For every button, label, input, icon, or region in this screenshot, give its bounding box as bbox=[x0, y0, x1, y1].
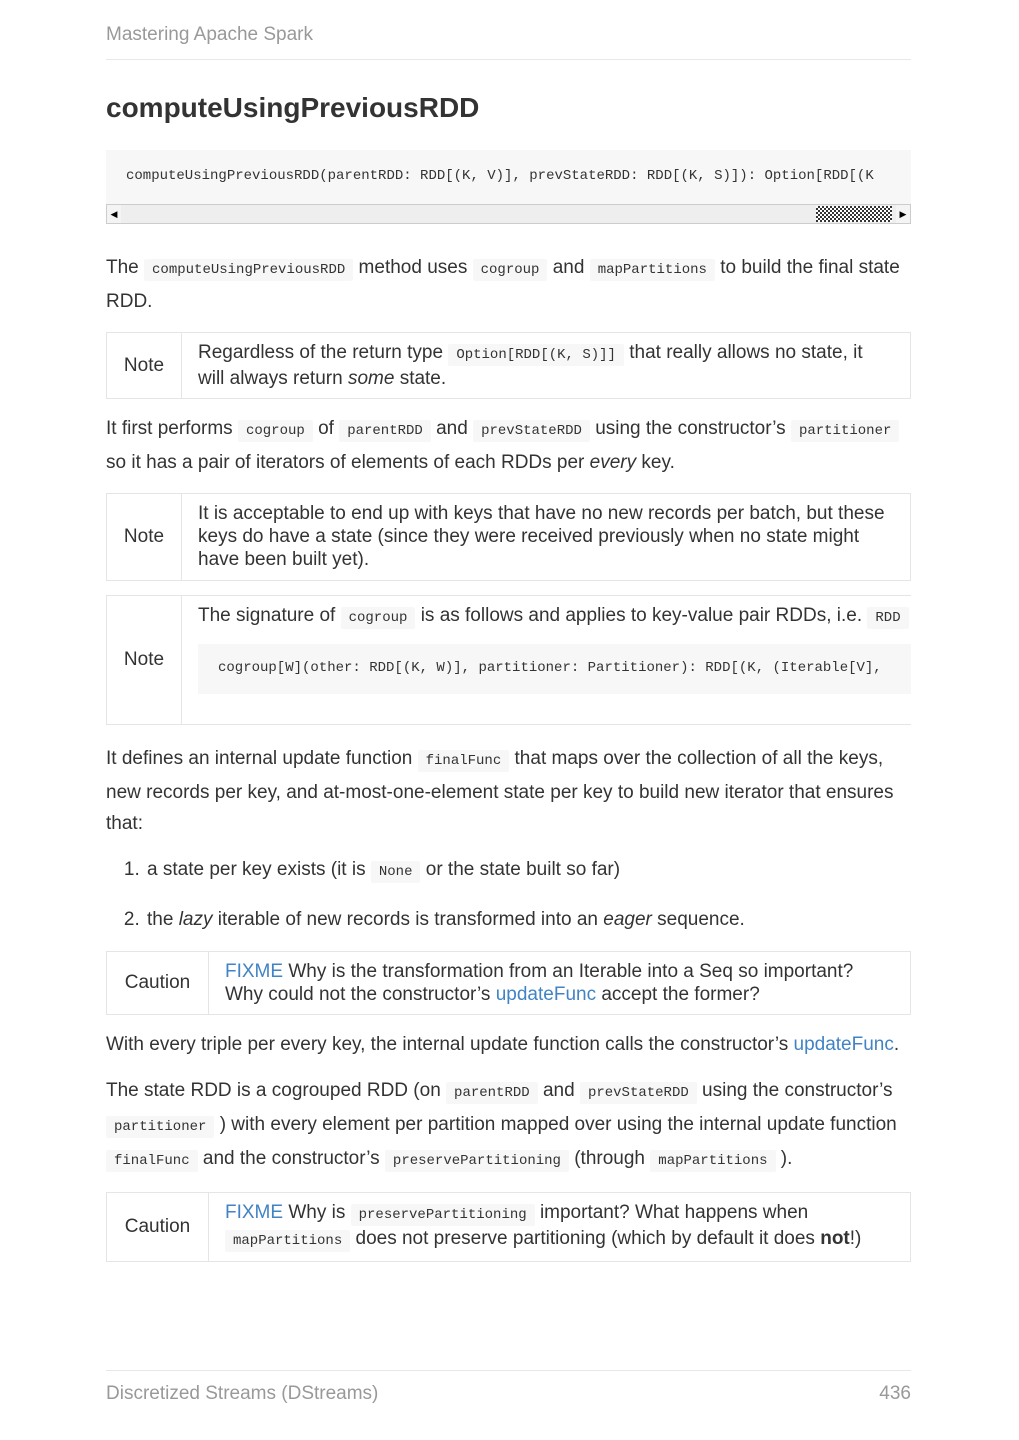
paragraph-cogroup: It first performs cogroup of parentRDD and prevStateRDD using the constructor’s partitioner so it has a pair of iterators of elements of each RDDs per every key. bbox=[106, 413, 911, 478]
list-item: 2. the lazy iterable of new records is transformed into an eager sequence. bbox=[145, 904, 911, 935]
paragraph-state-rdd: The state RDD is a cogrouped RDD (on parentRDD and prevStateRDD using the constructor’s partitioner ) with every element per partition mapped over using the internal update function finalFunc and the constructor’s preservePartitioning (through mapPartitions ). bbox=[106, 1075, 911, 1177]
cogroup-code-block: cogroup[W](other: RDD[(K, W)], partitioner: Partitioner): RDD[(K, (Iterable[V], bbox=[198, 644, 911, 694]
note-body: It is acceptable to end up with keys that have no new records per batch, but these keys do have a state (since they were received previously when no state might have been built yet). bbox=[198, 503, 885, 570]
signature-code-block: computeUsingPreviousRDD(parentRDD: RDD[(K, V)], prevStateRDD: RDD[(K, S)]): Option[RDD[(K bbox=[106, 150, 911, 204]
updatefunc-link[interactable]: updateFunc bbox=[495, 984, 597, 1005]
note-label: Note bbox=[107, 494, 182, 580]
ensures-list bbox=[106, 854, 911, 935]
caution-preserve-partitioning bbox=[106, 1192, 911, 1262]
horizontal-scrollbar[interactable] bbox=[106, 204, 911, 224]
scroll-left-icon[interactable]: ◀ bbox=[107, 205, 121, 223]
note-label: Note bbox=[107, 596, 182, 724]
list-item: 1. a state per key exists (it is None or the state built so far) bbox=[145, 854, 911, 888]
note-cogroup-signature bbox=[106, 595, 911, 725]
book-title: Mastering Apache Spark bbox=[106, 24, 911, 60]
content bbox=[106, 92, 911, 1276]
page-footer bbox=[106, 1370, 911, 1405]
chapter-name: Discretized Streams (DStreams) bbox=[106, 1383, 379, 1404]
caution-body: FIXME Why is the transformation from an Iterable into a Seq so important? Why could not the constructor’s updateFunc accept the former? bbox=[225, 961, 854, 1005]
fixme-link[interactable]: FIXME bbox=[225, 1202, 284, 1223]
section-title: computeUsingPreviousRDD bbox=[106, 92, 480, 123]
fixme-link[interactable]: FIXME bbox=[225, 961, 284, 982]
note-body: Regardless of the return type Option[RDD[(K, S)]] that really allows no state, it will always return some state. bbox=[198, 342, 863, 389]
paragraph-intro: The computeUsingPreviousRDD method uses cogroup and mapPartitions to build the final state RDD. bbox=[106, 257, 900, 312]
note-body: The signature of cogroup is as follows and applies to key-value pair RDDs, i.e. RDD cogroup[W](other: RDD[(K, W)], partitioner: Partitioner): RDD[(K, (Iterable[V], bbox=[182, 596, 911, 724]
note-keys-state bbox=[106, 493, 911, 581]
caution-body: FIXME Why is preservePartitioning important? What happens when mapPartitions does not preserve partitioning (which by default it does not!) bbox=[209, 1193, 910, 1261]
note-label: Note bbox=[107, 333, 182, 398]
scroll-right-icon[interactable]: ▶ bbox=[896, 205, 910, 223]
caution-label: Caution bbox=[107, 952, 209, 1014]
paragraph-triple: With every triple per every key, the internal update function calls the constructor’s updateFunc. bbox=[106, 1034, 900, 1055]
updatefunc-link[interactable]: updateFunc bbox=[793, 1034, 894, 1055]
paragraph-finalfunc: It defines an internal update function finalFunc that maps over the collection of all the keys, new records per key, and at-most-one-element state per key to build new iterator that ensures that: bbox=[106, 748, 894, 834]
page-number: 436 bbox=[879, 1383, 911, 1404]
caution-iterable-seq bbox=[106, 951, 911, 1015]
caution-label: Caution bbox=[107, 1193, 209, 1261]
note-return-type bbox=[106, 332, 911, 399]
scrollbar-thumb[interactable] bbox=[816, 206, 892, 222]
